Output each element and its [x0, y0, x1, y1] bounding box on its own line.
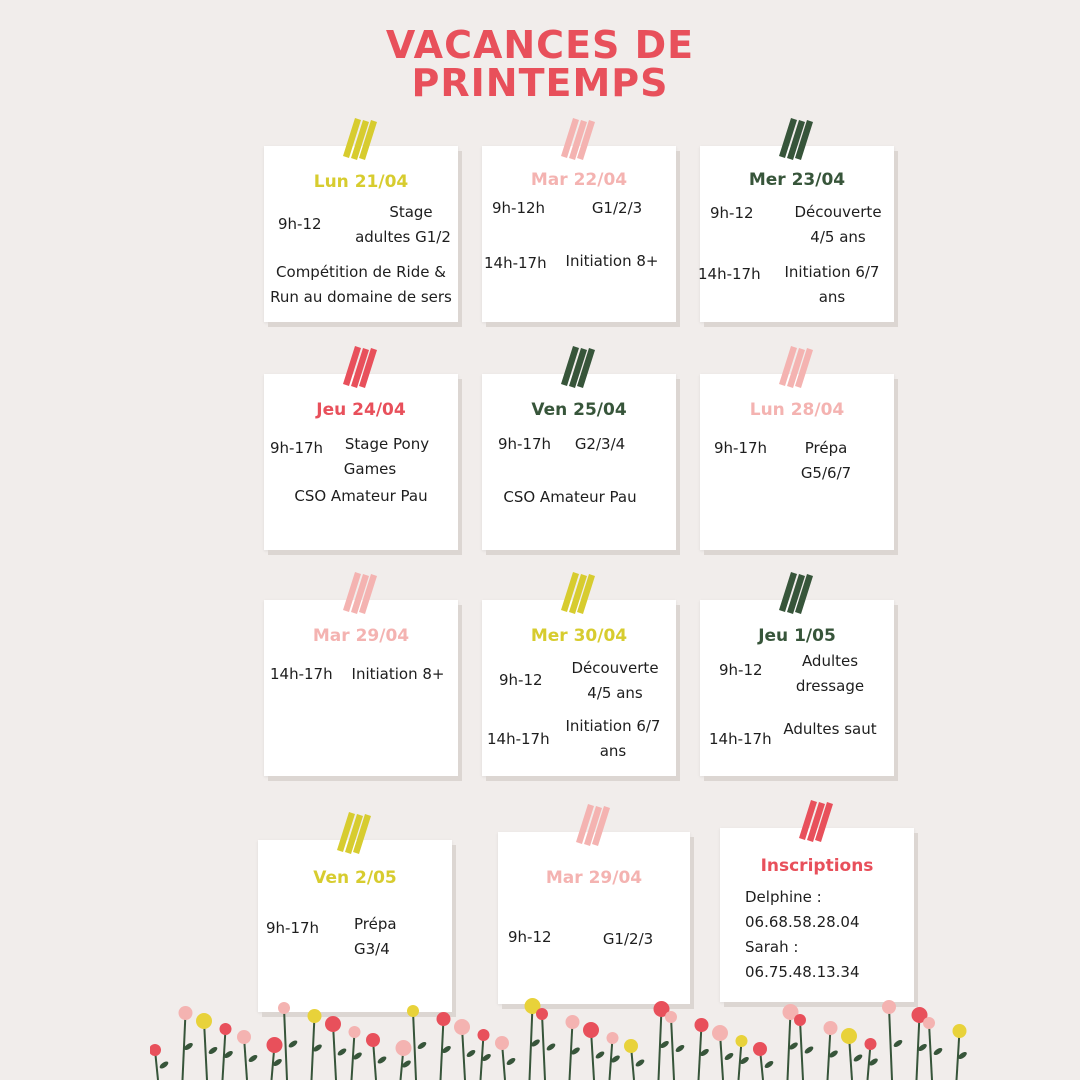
flower-head [196, 1013, 212, 1029]
note-day: Mer 30/04 [530, 626, 628, 646]
note-activity: G2/3/4 [574, 435, 626, 453]
tape-icon [337, 570, 385, 616]
note-time: 9h-12 [278, 215, 322, 233]
page-title [0, 23, 1080, 105]
note-ven-25-04 [482, 374, 676, 550]
note-activity: ans [599, 742, 627, 760]
note-time: 14h-17h [709, 730, 772, 748]
note-inscriptions [720, 828, 914, 1002]
flower-stem [204, 1021, 207, 1080]
note-activity: dressage [795, 677, 865, 695]
note-activity: Stage [389, 203, 433, 221]
tape-icon [793, 798, 841, 844]
note-activity: Games [343, 460, 397, 478]
flower-head [665, 1011, 677, 1023]
flower-leaf [158, 1060, 169, 1070]
note-time: 9h-12 [508, 928, 552, 946]
flower-head [454, 1019, 470, 1035]
note-day: Ven 2/05 [313, 868, 397, 888]
note-activity: Initiation 8+ [565, 252, 659, 270]
flower-leaf [336, 1047, 347, 1057]
flower-head [624, 1039, 638, 1053]
flower-leaf [763, 1060, 774, 1070]
note-time: 9h-12 [499, 671, 543, 689]
note-time: 9h-12 [719, 661, 763, 679]
flower-leaf [287, 1039, 298, 1049]
contact-name: Sarah : [745, 938, 799, 956]
note-activity: Prépa [804, 439, 848, 457]
flower-leaf [594, 1050, 605, 1060]
note-activity: G1/2/3 [591, 199, 643, 217]
flower-head [150, 1044, 161, 1056]
flower-head [220, 1023, 232, 1035]
flower-leaf [545, 1042, 556, 1052]
flower-head [736, 1035, 748, 1047]
flower-head [695, 1018, 709, 1032]
flower-head [882, 1000, 896, 1014]
flower-head [824, 1021, 838, 1035]
note-activity: Initiation 8+ [351, 665, 445, 683]
flower-head [536, 1008, 548, 1020]
flower-leaf [465, 1049, 476, 1059]
note-event: CSO Amateur Pau [294, 487, 428, 505]
note-time: 9h-17h [714, 439, 768, 457]
flowers-decoration [150, 980, 980, 1080]
note-activity: G5/6/7 [800, 464, 852, 482]
note-jeu-24-04 [264, 374, 458, 550]
flower-leaf [892, 1039, 903, 1049]
flower-leaf [247, 1054, 258, 1064]
note-activity: 4/5 ans [587, 684, 643, 702]
flower-head [841, 1028, 857, 1044]
tape-icon [555, 570, 603, 616]
contact-phone[interactable]: 06.75.48.13.34 [745, 963, 860, 981]
note-activity: Découverte [571, 659, 659, 677]
note-mer-30-04 [482, 600, 676, 776]
note-event: Compétition de Ride & [276, 263, 446, 281]
flower-head [753, 1042, 767, 1056]
flower-head [923, 1017, 935, 1029]
tape-icon [773, 116, 821, 162]
contact-name: Delphine : [745, 888, 822, 906]
flower-head [278, 1002, 290, 1014]
note-lun-21-04 [264, 146, 458, 322]
note-time: 9h-17h [498, 435, 552, 453]
note-day: Lun 21/04 [313, 172, 409, 192]
flower-stem [542, 1014, 545, 1080]
note-activity: Stage Pony [344, 435, 430, 453]
note-day: Mar 22/04 [530, 170, 628, 190]
flower-head [794, 1014, 806, 1026]
flower-leaf [416, 1041, 427, 1051]
note-day: Mar 29/04 [312, 626, 410, 646]
flower-head [865, 1038, 877, 1050]
flower-stem [929, 1023, 932, 1080]
note-time: 14h-17h [484, 254, 547, 272]
note-time: 9h-17h [270, 439, 324, 457]
flower-head [349, 1026, 361, 1038]
note-day: Jeu 24/04 [316, 400, 406, 420]
flower-head [366, 1033, 380, 1047]
note-time: 9h-12h [492, 199, 546, 217]
flower-head [308, 1009, 322, 1023]
contact-phone[interactable]: 06.68.58.28.04 [745, 913, 860, 931]
flower-leaf [723, 1052, 734, 1062]
note-activity: Découverte [794, 203, 882, 221]
flower-leaf [674, 1044, 685, 1054]
note-activity: ans [818, 288, 846, 306]
flower-head [237, 1030, 251, 1044]
note-mer-23-04 [700, 146, 894, 322]
note-lun-28-04 [700, 374, 894, 550]
note-mar-29-04-b [498, 832, 690, 1004]
note-activity: Adultes saut [783, 720, 877, 738]
note-activity: Initiation 6/7 [565, 717, 661, 735]
flower-leaf [376, 1055, 387, 1065]
flower-head [583, 1022, 599, 1038]
flower-head [495, 1036, 509, 1050]
note-event: Run au domaine de sers [270, 288, 452, 306]
note-activity: 4/5 ans [810, 228, 866, 246]
note-activity: Initiation 6/7 [784, 263, 880, 281]
flower-leaf [852, 1053, 863, 1063]
note-activity: adultes G1/2 [355, 228, 451, 246]
flower-leaf [207, 1046, 218, 1056]
note-day: Ven 25/04 [531, 400, 627, 420]
flower-head [607, 1032, 619, 1044]
tape-icon [555, 116, 603, 162]
flower-stem [284, 1008, 287, 1080]
flower-leaf [803, 1045, 814, 1055]
note-activity: G3/4 [354, 940, 390, 958]
note-time: 14h-17h [487, 730, 550, 748]
flower-head [179, 1006, 193, 1020]
note-time: 9h-17h [266, 919, 320, 937]
flower-head [325, 1016, 341, 1032]
flower-head [478, 1029, 490, 1041]
note-mar-22-04 [482, 146, 676, 322]
tape-icon [773, 344, 821, 390]
note-jeu-1-05 [700, 600, 894, 776]
tape-icon [331, 810, 379, 856]
note-activity: G1/2/3 [602, 930, 654, 948]
flower-leaf [932, 1047, 943, 1057]
flower-head [396, 1040, 412, 1056]
flower-head [566, 1015, 580, 1029]
note-day: Mar 29/04 [545, 868, 643, 888]
title-line-2: PRINTEMPS [411, 61, 669, 105]
flower-head [953, 1024, 967, 1038]
note-day: Jeu 1/05 [758, 626, 836, 646]
tape-icon [555, 344, 603, 390]
note-day: Lun 28/04 [749, 400, 845, 420]
flower-stem [413, 1011, 416, 1080]
note-time: 14h-17h [270, 665, 333, 683]
flower-head [407, 1005, 419, 1017]
flower-stem [333, 1024, 336, 1080]
flower-stem [800, 1020, 803, 1080]
note-time: 14h-17h [698, 265, 761, 283]
note-event: CSO Amateur Pau [503, 488, 637, 506]
tape-icon [570, 802, 618, 848]
flower-stem [671, 1017, 674, 1080]
flower-stem [889, 1007, 892, 1080]
flower-head [712, 1025, 728, 1041]
flower-leaf [505, 1057, 516, 1067]
note-day: Mer 23/04 [748, 170, 846, 190]
tape-icon [337, 116, 385, 162]
note-time: 9h-12 [710, 204, 754, 222]
flower-head [437, 1012, 451, 1026]
tape-icon [337, 344, 385, 390]
note-activity: Adultes [801, 652, 859, 670]
note-activity: Prépa [354, 915, 397, 933]
flower-head [267, 1037, 283, 1053]
note-day: Inscriptions [760, 856, 874, 876]
note-mar-29-04 [264, 600, 458, 776]
flower-leaf [634, 1058, 645, 1068]
tape-icon [773, 570, 821, 616]
title-line-1: VACANCES DE [385, 23, 695, 67]
